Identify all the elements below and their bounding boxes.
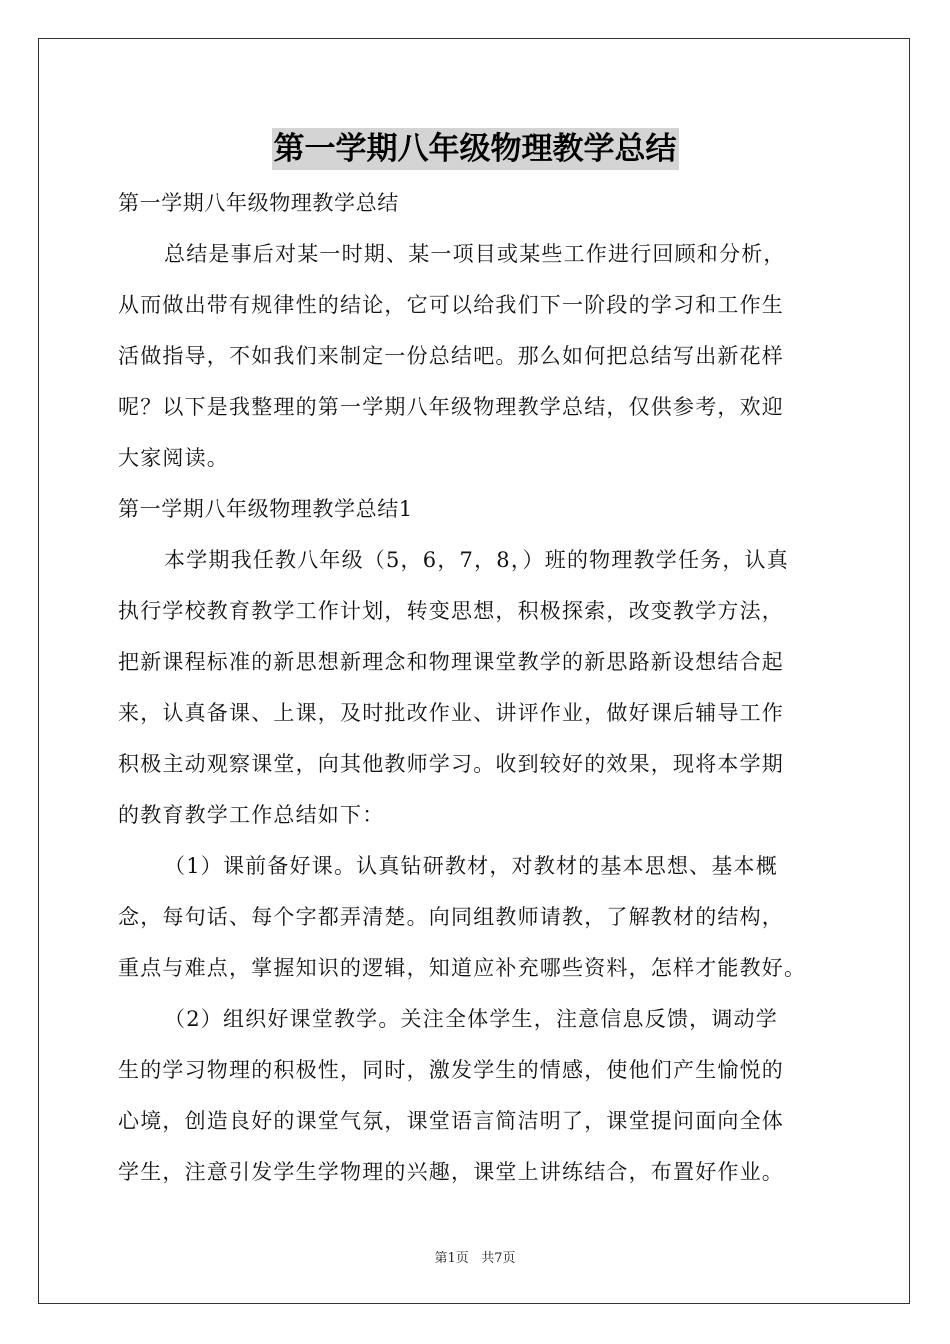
paragraph-line: 大家阅读。 [118, 446, 229, 470]
paragraph-line: （1）课前备好课。认真钻研教材，对教材的基本思想、基本概 [164, 854, 778, 878]
paragraph-line: 总结是事后对某一时期、某一项目或某些工作进行回顾和分析， [164, 242, 786, 266]
paragraph-line: 活做指导，不如我们来制定一份总结吧。那么如何把总结写出新花样 [118, 344, 784, 368]
paragraph-line: 积极主动观察课堂，向其他教师学习。收到较好的效果，现将本学期 [118, 752, 784, 776]
footer-gap [469, 1251, 481, 1266]
paragraph-line: 本学期我任教八年级（5，6，7，8，）班的物理教学任务，认真 [164, 548, 789, 572]
section-heading: 第一学期八年级物理教学总结 [118, 191, 399, 215]
page-number: 第1页 [434, 1251, 469, 1266]
title-container [0, 128, 950, 170]
paragraph-line: 生的学习物理的积极性，同时，激发学生的情感，使他们产生愉悦的 [118, 1058, 784, 1082]
paragraph-line: 的教育教学工作总结如下： [118, 803, 385, 827]
document-body [118, 178, 836, 1198]
paragraph-line: 心境，创造良好的课堂气氛，课堂语言简洁明了，课堂提问面向全体 [118, 1109, 784, 1133]
paragraph-line: （2）组织好课堂教学。关注全体学生，注意信息反馈，调动学 [164, 1007, 778, 1031]
page-footer [0, 1247, 950, 1266]
paragraph-line: 呢？以下是我整理的第一学期八年级物理教学总结，仅供参考，欢迎 [118, 395, 784, 419]
paragraph-line: 执行学校教育教学工作计划，转变思想，积极探索，改变教学方法， [118, 599, 784, 623]
paragraph-line: 从而做出带有规律性的结论，它可以给我们下一阶段的学习和工作生 [118, 293, 784, 317]
paragraph-line: 重点与难点，掌握知识的逻辑，知道应补充哪些资料，怎样才能教好。 [118, 956, 807, 980]
total-pages: 共7页 [481, 1251, 516, 1266]
paragraph-line: 念，每句话、每个字都弄清楚。向同组教师请教，了解教材的结构， [118, 905, 784, 929]
document-title: 第一学期八年级物理教学总结 [272, 128, 679, 170]
paragraph-line: 把新课程标准的新思想新理念和物理课堂教学的新思路新设想结合起 [118, 650, 784, 674]
paragraph-line: 来，认真备课、上课，及时批改作业、讲评作业，做好课后辅导工作 [118, 701, 784, 725]
section-heading: 第一学期八年级物理教学总结1 [118, 497, 413, 521]
paragraph-line: 学生，注意引发学生学物理的兴趣，课堂上讲练结合，布置好作业。 [118, 1160, 784, 1184]
